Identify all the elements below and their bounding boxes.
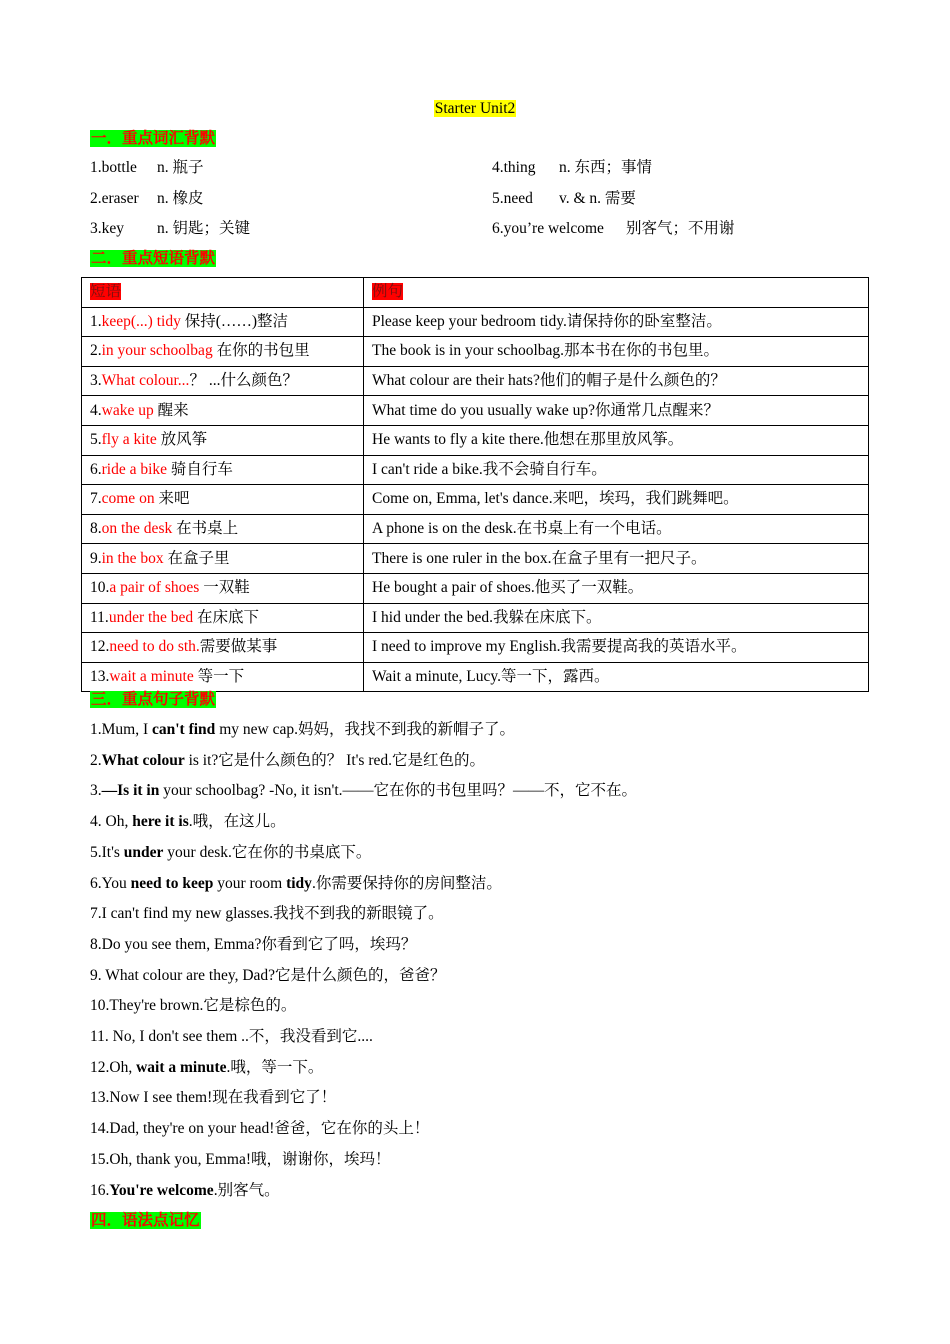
example-cell: Wait a minute, Lucy.等一下，露西。 [364,662,869,692]
sentence-line: 14.Dad, they're on your head!爸爸，它在你的头上！ [90,1120,430,1138]
phrase-cell: 2.in your schoolbag 在你的书包里 [82,337,364,367]
sentence-line: 8.Do you see them, Emma?你看到它了吗，埃玛？ [90,935,417,953]
example-cell: A phone is on the desk.在书桌上有一个电话。 [364,514,869,544]
table-row [82,425,869,455]
table-row [82,307,869,337]
table-row [82,455,869,485]
section-heading-sentences: 三．重点句子背默 [91,691,216,708]
vocab-row [90,219,890,239]
title-text: Starter Unit2 [434,100,516,117]
sentence-line: 9. What colour are they, Dad?它是什么颜色的，爸爸？ [90,966,446,984]
example-cell: What colour are their hats?他们的帽子是什么颜色的？ [364,366,869,396]
sentence-line: 13.Now I see them!现在我看到它了！ [90,1089,337,1107]
sentence-line: 5.It's under your desk.它在你的书桌底下。 [90,843,372,861]
table-row [82,662,869,692]
phrase-table [81,277,869,692]
section-heading-grammar: 四．语法点记忆 [91,1212,200,1229]
table-row [82,337,869,367]
table-row [82,366,869,396]
example-cell: He bought a pair of shoes.他买了一双鞋。 [364,573,869,603]
sentence-line: 3.—Is it in your schoolbag? -No, it isn't.——它在你的书包里吗？——不，它不在。 [90,782,638,800]
phrase-cell: 4.wake up 醒来 [82,396,364,426]
phrase-cell: 3.What colour...？ ...什么颜色？ [82,366,364,396]
sentence-line: 10.They're brown.它是棕色的。 [90,997,297,1015]
phrase-cell: 5.fly a kite 放风筝 [82,425,364,455]
table-row [82,603,869,633]
sentence-line: 7.I can't find my new glasses.我找不到我的新眼镜了。 [90,905,444,923]
section-heading-vocab: 一．重点词汇背默 [91,130,216,147]
header-phrase: 短语 [82,278,364,308]
table-row [82,485,869,515]
table-row [82,396,869,426]
sentence-line: 16.You're welcome.别客气。 [90,1181,280,1199]
phrase-cell: 13.wait a minute 等一下 [82,662,364,692]
section-heading-phrases: 二．重点短语背默 [91,250,216,267]
example-cell: I need to improve my English.我需要提高我的英语水平。 [364,633,869,663]
sentence-line: 15.Oh, thank you, Emma!哦，谢谢你，埃玛！ [90,1150,391,1168]
sentence-line: 1.Mum, I can't find my new cap.妈妈，我找不到我的新帽子了。 [90,721,515,738]
example-cell: I can't ride a bike.我不会骑自行车。 [364,455,869,485]
phrase-cell: 8.on the desk 在书桌上 [82,514,364,544]
example-cell: I hid under the bed.我躲在床底下。 [364,603,869,633]
document-title [0,99,950,119]
sentence-line: 4. Oh, here it is.哦，在这儿。 [90,813,286,831]
vocab-item: 2.eraser n. 橡皮 [90,190,204,207]
vocab-item: 3.key n. 钥匙；关键 [90,220,251,237]
vocab-item: 1.bottle n. 瓶子 [90,159,204,176]
example-cell: Please keep your bedroom tidy.请保持你的卧室整洁。 [364,307,869,337]
vocab-item: 6.you’re welcome 别客气；不用谢 [492,220,735,237]
table-row [82,544,869,574]
example-cell: He wants to fly a kite there.他想在那里放风筝。 [364,425,869,455]
example-cell: The book is in your schoolbag.那本书在你的书包里。 [364,337,869,367]
sentence-line: 11. No, I don't see them ..不，我没看到它.... [90,1028,373,1045]
example-cell: There is one ruler in the box.在盒子里有一把尺子。 [364,544,869,574]
phrase-cell: 12.need to do sth.需要做某事 [82,633,364,663]
sentence-line: 6.You need to keep your room tidy.你需要保持你的房间整洁。 [90,874,502,892]
phrase-cell: 6.ride a bike 骑自行车 [82,455,364,485]
example-cell: Come on, Emma, let's dance.来吧，埃玛，我们跳舞吧。 [364,485,869,515]
sentence-line: 2.What colour is it?它是什么颜色的？ It's red.它是红色的。 [90,751,486,769]
vocab-item: 5.need v. & n. 需要 [492,190,636,207]
sentence-line: 12.Oh, wait a minute.哦，等一下。 [90,1058,324,1076]
phrase-cell: 10.a pair of shoes 一双鞋 [82,573,364,603]
vocab-row [90,189,890,209]
phrase-cell: 7.come on 来吧 [82,485,364,515]
header-example: 例句 [364,278,869,308]
phrase-cell: 11.under the bed 在床底下 [82,603,364,633]
table-row [82,573,869,603]
phrase-cell: 1.keep(...) tidy 保持(……)整洁 [82,307,364,337]
table-row [82,633,869,663]
example-cell: What time do you usually wake up?你通常几点醒来？ [364,396,869,426]
vocab-row [90,158,890,178]
table-header-row [82,278,869,308]
vocab-item: 4.thing n. 东西；事情 [492,159,653,176]
phrase-cell: 9.in the box 在盒子里 [82,544,364,574]
table-row [82,514,869,544]
